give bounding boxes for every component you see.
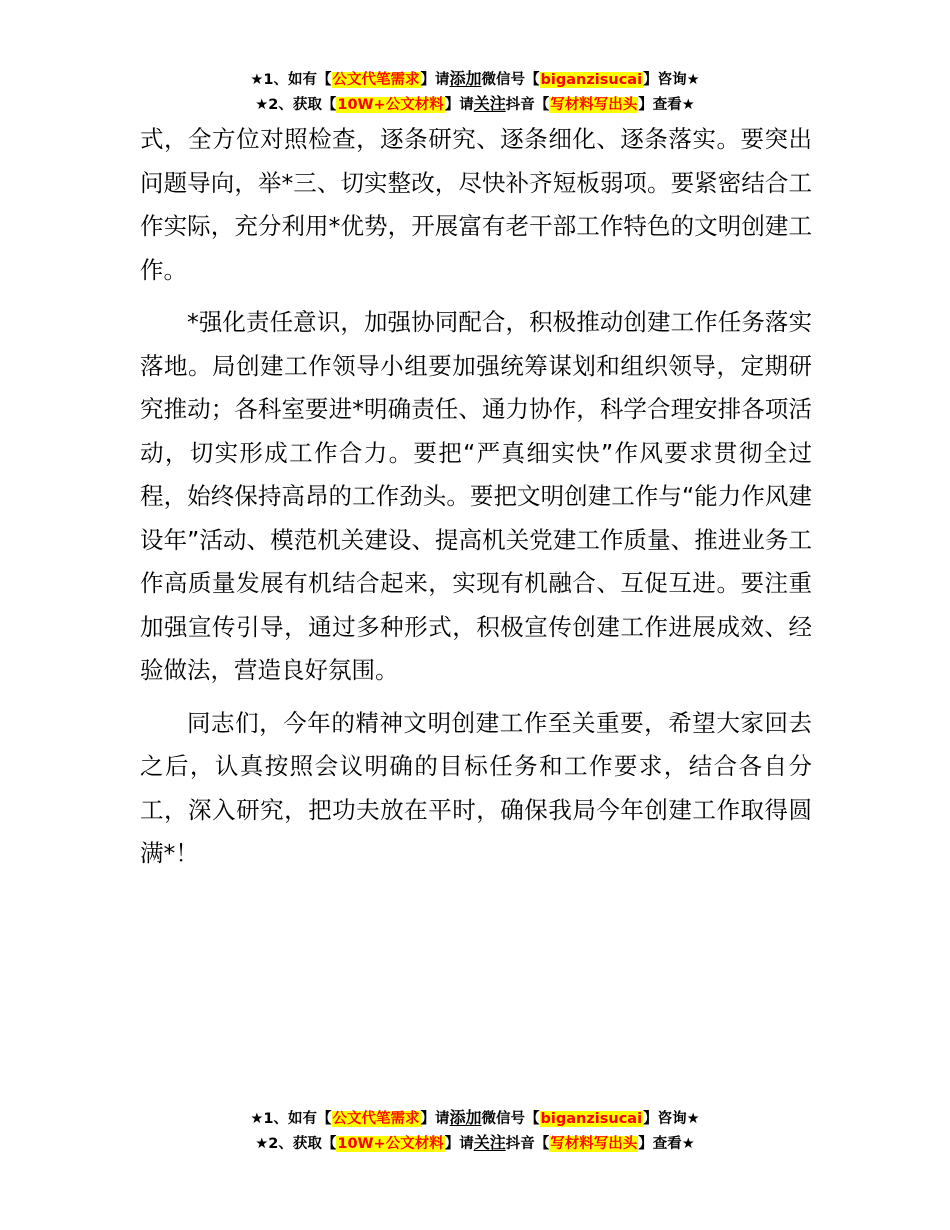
highlight-materials: 10W+公文材料: [337, 1136, 444, 1152]
emphasis-add: 添加: [449, 1108, 482, 1127]
footer-banner: [0, 1106, 950, 1156]
banner-text: 抖音【: [505, 97, 550, 113]
banner-text: ★1、如有【: [250, 1111, 332, 1127]
banner-text: ★2、获取【: [255, 1136, 337, 1152]
emphasis-follow: 关注: [473, 1133, 506, 1152]
banner-line-2: [0, 1131, 950, 1156]
highlight-ghostwriting-need: 公文代笔需求: [332, 72, 420, 88]
emphasis-follow: 关注: [473, 94, 506, 113]
banner-line-1: [0, 1106, 950, 1131]
banner-text: 微信号【: [481, 72, 540, 88]
banner-text: 】查看★: [638, 1136, 695, 1152]
highlight-douyin-account: 写材料写出头: [550, 1136, 638, 1152]
banner-text: 】咨询★: [643, 1111, 700, 1127]
banner-text: 】查看★: [638, 97, 695, 113]
paragraph-continued: 式，全方位对照检查，逐条研究、逐条细化、逐条落实。要突出问题导向，举*三、切实整改，尽快补齐短板弱项。要紧密结合工作实际，充分利用*优势，开展富有老干部工作特色的文明创建工作。: [140, 125, 812, 284]
paragraph-closing: 同志们，今年的精神文明创建工作至关重要，希望大家回去之后，认真按照会议明确的目标任务和工作要求，结合各自分工，深入研究，把功夫放在平时，确保我局今年创建工作取得圆满*！: [140, 708, 812, 867]
highlight-wechat-id: biganzisucai: [540, 72, 643, 88]
banner-text: ★1、如有【: [250, 72, 332, 88]
banner-line-1: [0, 67, 950, 92]
highlight-douyin-account: 写材料写出头: [550, 97, 638, 113]
banner-text: 】请: [420, 72, 450, 88]
banner-text: 抖音【: [505, 1136, 550, 1152]
banner-text: 】请: [444, 97, 474, 113]
header-banner: [0, 67, 950, 117]
highlight-wechat-id: biganzisucai: [540, 1111, 643, 1127]
emphasis-add: 添加: [449, 69, 482, 88]
banner-text: 微信号【: [481, 1111, 540, 1127]
highlight-ghostwriting-need: 公文代笔需求: [332, 1111, 420, 1127]
banner-text: ★2、获取【: [255, 97, 337, 113]
banner-text: 】咨询★: [643, 72, 700, 88]
banner-text: 】请: [444, 1136, 474, 1152]
highlight-materials: 10W+公文材料: [337, 97, 444, 113]
banner-text: 】请: [420, 1111, 450, 1127]
document-body: [140, 118, 812, 876]
paragraph-responsibility: *强化责任意识，加强协同配合，积极推动创建工作任务落实落地。局创建工作领导小组要加强统筹谋划和组织领导，定期研究推动；各科室要进*明确责任、通力协作，科学合理安排各项活动，切实形成工作合力。要把“严真细实快”作风要求贯彻全过程，始终保持高昂的工作劲头。要把文明创建工作与“能力作风建设年”活动、模范机关建设、提高机关党建工作质量、推进业务工作高质量发展有机结合起来，实现有机融合、互促互进。要注重加强宣传引导，通过多种形式，积极宣传创建工作进展成效、经验做法，营造良好氛围。: [140, 308, 812, 684]
banner-line-2: [0, 92, 950, 117]
